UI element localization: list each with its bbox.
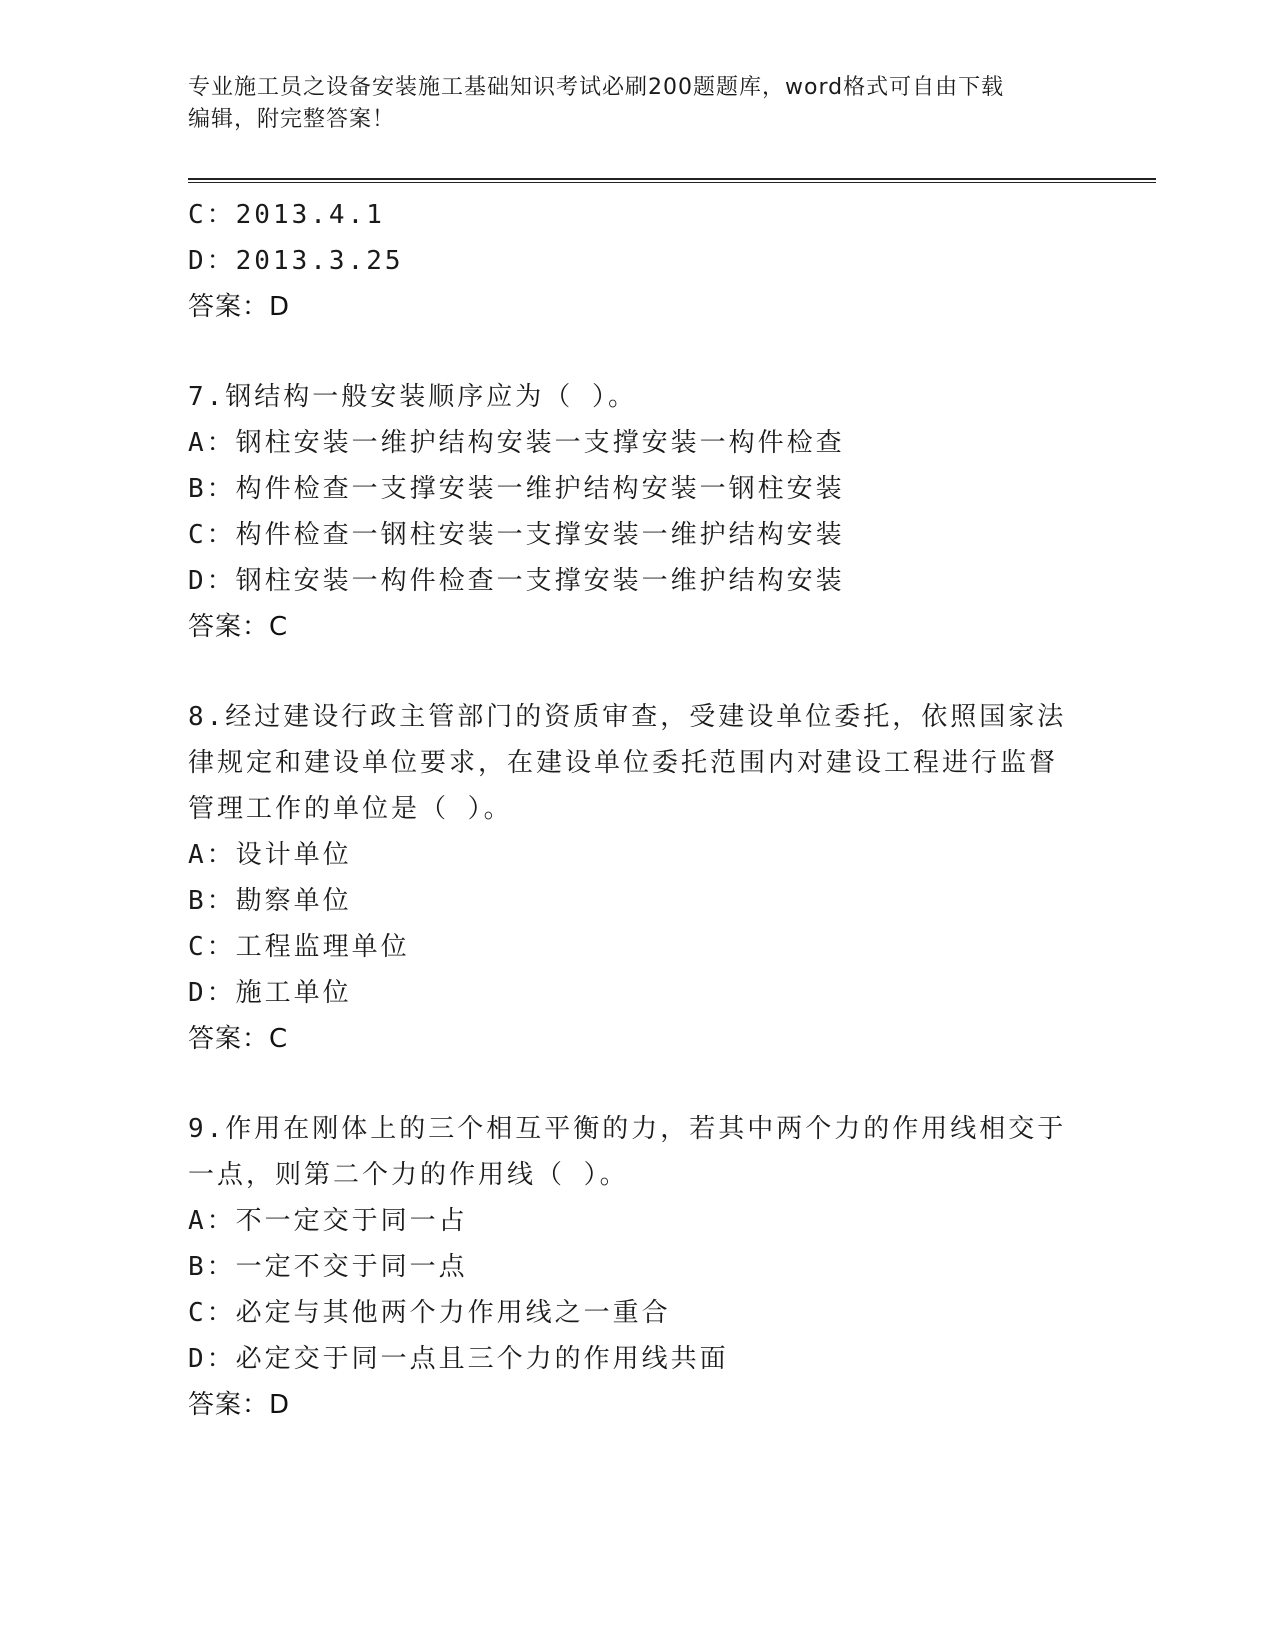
- stem-line: 律规定和建设单位要求，在建设单位委托范围内对建设工程进行监督: [188, 748, 1059, 778]
- stem-line: 一点，则第二个力的作用线（ ）。: [188, 1160, 629, 1190]
- stem-line: 9.作用在刚体上的三个相互平衡的力，若其中两个力的作用线相交于: [188, 1114, 1067, 1144]
- answer: 答案：C: [188, 1024, 289, 1054]
- stem-line: 管理工作的单位是（ ）。: [188, 794, 513, 824]
- question-list: [188, 192, 1088, 1428]
- answer: 答案：D: [188, 1390, 291, 1420]
- header-divider: [188, 178, 1156, 183]
- stem-line: 7.钢结构一般安装顺序应为（ ）。: [188, 382, 637, 412]
- header-line-2: 编辑，附完整答案！: [188, 107, 396, 132]
- page-header: [188, 72, 1068, 136]
- option-b: B：勘察单位: [188, 886, 352, 916]
- option-d: D：2013.3.25: [188, 246, 404, 276]
- option-a: A：不一定交于同一占: [188, 1206, 468, 1236]
- option-c: C：构件检查一钢柱安装一支撑安装一维护结构安装: [188, 520, 845, 550]
- question-stem: [188, 374, 1058, 420]
- question-stem: [188, 1106, 1067, 1198]
- question-8: [188, 694, 1088, 1062]
- option-d: D：钢柱安装一构件检查一支撑安装一维护结构安装: [188, 566, 845, 596]
- answer: 答案：D: [188, 292, 291, 322]
- header-line-1: 专业施工员之设备安装施工基础知识考试必刷200题题库，word格式可自由下载: [188, 75, 1005, 100]
- question-partial: [188, 192, 1088, 330]
- option-a: A：钢柱安装一维护结构安装一支撑安装一构件检查: [188, 428, 845, 458]
- answer: 答案：C: [188, 612, 289, 642]
- option-c: C：工程监理单位: [188, 932, 410, 962]
- option-a: A：设计单位: [188, 840, 352, 870]
- option-d: D：必定交于同一点且三个力的作用线共面: [188, 1344, 729, 1374]
- question-stem: [188, 694, 1067, 832]
- question-9: [188, 1106, 1088, 1428]
- option-b: B：构件检查一支撑安装一维护结构安装一钢柱安装: [188, 474, 845, 504]
- stem-line: 8.经过建设行政主管部门的资质审查，受建设单位委托，依照国家法: [188, 702, 1067, 732]
- option-d: D：施工单位: [188, 978, 352, 1008]
- option-c: C：2013.4.1: [188, 200, 385, 230]
- option-c: C：必定与其他两个力作用线之一重合: [188, 1298, 671, 1328]
- question-7: [188, 374, 1088, 650]
- option-b: B：一定不交于同一点: [188, 1252, 468, 1282]
